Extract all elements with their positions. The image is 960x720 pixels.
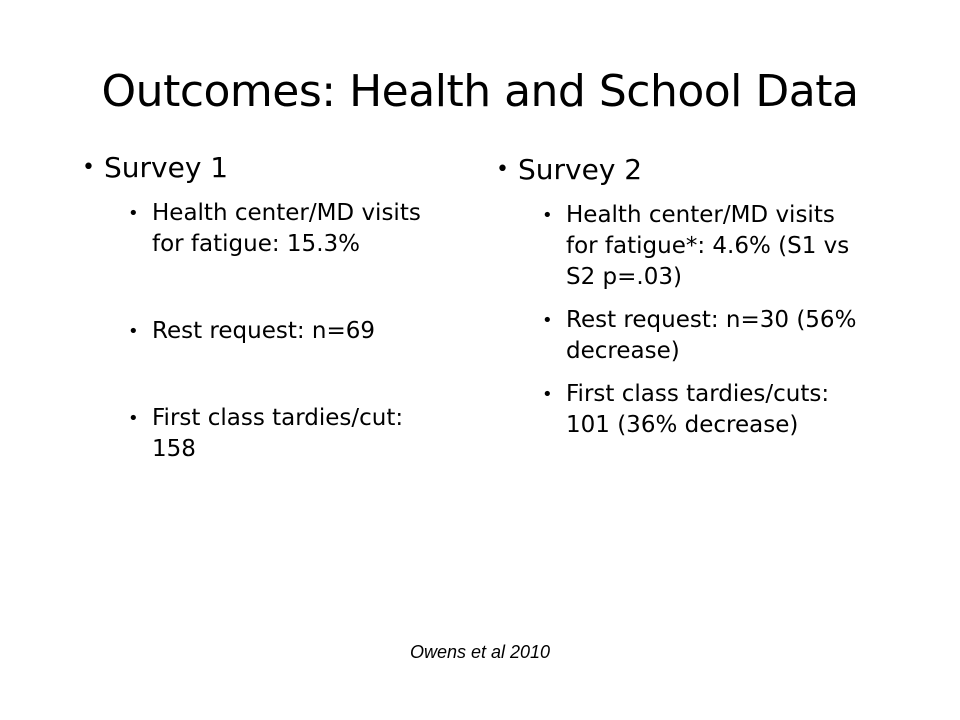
survey-1-rest-item [82,316,452,347]
citation: Owens et al 2010 [409,642,551,662]
bullet-icon: • [542,205,553,226]
slide-title: Outcomes: Health and School Data [101,66,859,117]
survey-2-visits-text: Health center/MD visits for fatigue*: 4.6% (S1 vs S2 p=.03) [566,202,850,290]
survey-2-tardies-item [496,379,876,441]
survey-1-visits-text: Health center/MD visits for fatigue: 15.3% [152,200,421,257]
survey-1-heading: Survey 1 [104,151,229,184]
survey-2-visits-item [496,200,866,293]
bullet-icon: • [128,408,139,429]
survey-1-heading-item [82,150,442,186]
survey-1-visits-item [82,198,452,260]
survey-2-heading-item [496,152,876,188]
survey-2-rest-item [496,305,876,367]
survey-2-tardies-text: First class tardies/cuts: 101 (36% decrease) [566,381,830,438]
bullet-icon: • [82,155,95,180]
bullet-icon: • [496,157,509,182]
survey-2-column [496,152,876,441]
survey-1-column [82,150,442,465]
survey-1-tardies-item [82,403,452,465]
survey-2-rest-text: Rest request: n=30 (56% decrease) [566,307,857,364]
survey-1-rest-text: Rest request: n=69 [152,318,376,344]
bullet-icon: • [128,321,139,342]
survey-1-tardies-text: First class tardies/cut: 158 [152,405,404,462]
survey-2-heading: Survey 2 [518,153,643,186]
bullet-icon: • [128,203,139,224]
bullet-icon: • [542,310,553,331]
bullet-icon: • [542,384,553,405]
